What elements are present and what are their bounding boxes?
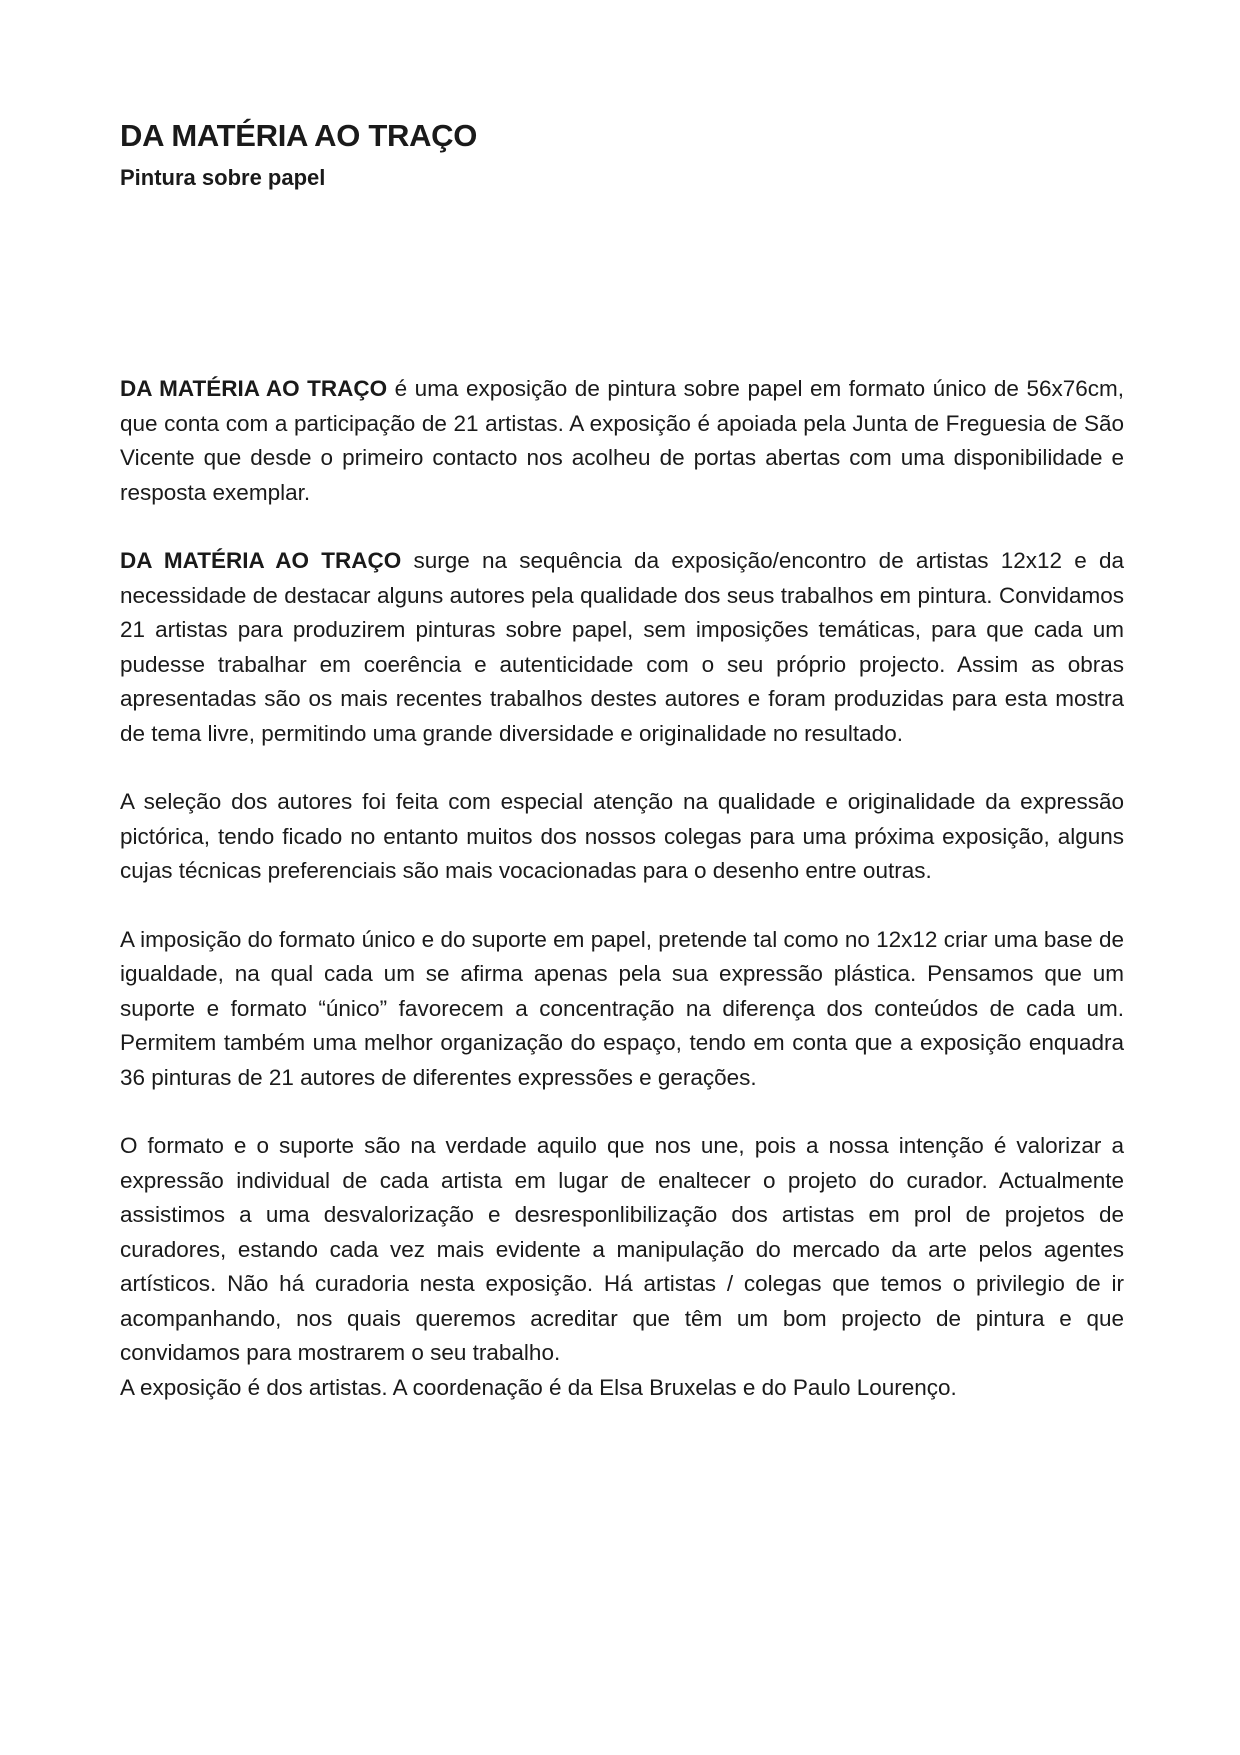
paragraph-lead: DA MATÉRIA AO TRAÇO — [120, 548, 402, 573]
paragraph-text: A seleção dos autores foi feita com especial atenção na qualidade e originalidade da expressão pictórica, tendo ficado no entanto muitos dos nossos colegas para uma próxima exposição, alguns cujas técnicas preferenciais são mais vocacionadas para o desenho entre outras. — [120, 789, 1124, 883]
paragraph-4 — [120, 923, 1124, 1096]
paragraph-text: é uma exposição de pintura sobre papel em formato único de 56x76cm, que conta com a participação de 21 artistas. A exposição é apoiada pela Junta de Freguesia de São Vicente que desde o primeiro contacto nos acolheu de portas abertas com uma disponibilidade e resposta exemplar. — [120, 376, 1125, 505]
paragraph-2 — [120, 544, 1124, 751]
paragraph-text: surge na sequência da exposição/encontro de artistas 12x12 e da necessidade de destacar alguns autores pela qualidade dos seus trabalhos em pintura. Convidamos 21 artistas para produzirem pinturas sobre papel, sem imposições temáticas, para que cada um pudesse trabalhar em coerência e autenticidade com o seu próprio projecto. Assim as obras apresentadas são os mais recentes trabalhos destes autores e foram produzidas para esta mostra de tema livre, permitindo uma grande diversidade e originalidade no resultado. — [120, 548, 1124, 746]
document-title: DA MATÉRIA AO TRAÇO — [120, 118, 478, 153]
paragraph-1 — [120, 372, 1124, 510]
paragraph-text: O formato e o suporte são na verdade aquilo que nos une, pois a nossa intenção é valorizar a expressão individual de cada artista em lugar de enaltecer o projeto do curador. Actualmente assistimos a uma desvalorização e desresponlibilização dos artistas em prol de projetos de curadores, estando cada vez mais evidente a manipulação do mercado da arte pelos agentes artísticos. Não há curadoria nesta exposição. Há artistas / colegas que temos o privilegio de ir acompanhando, nos quais queremos acreditar que têm um bom projecto de pintura e que convidamos para mostrarem o seu trabalho. — [120, 1133, 1124, 1365]
paragraph-lead: DA MATÉRIA AO TRAÇO — [120, 376, 388, 401]
paragraph-3 — [120, 785, 1124, 889]
closing-line: A exposição é dos artistas. A coordenação é da Elsa Bruxelas e do Paulo Lourenço. — [120, 1374, 957, 1400]
paragraph-5 — [120, 1129, 1124, 1371]
paragraph-text: A imposição do formato único e do suporte em papel, pretende tal como no 12x12 criar uma base de igualdade, na qual cada um se afirma apenas pela sua expressão plástica. Pensamos que um suporte e formato “único” favorecem a concentração na diferença dos conteúdos de cada um. Permitem também uma melhor organização do espaço, tendo em conta que a exposição enquadra 36 pinturas de 21 autores de diferentes expressões e gerações. — [120, 926, 1124, 1090]
document-subtitle: Pintura sobre papel — [120, 165, 326, 190]
document-body — [120, 372, 1124, 1405]
